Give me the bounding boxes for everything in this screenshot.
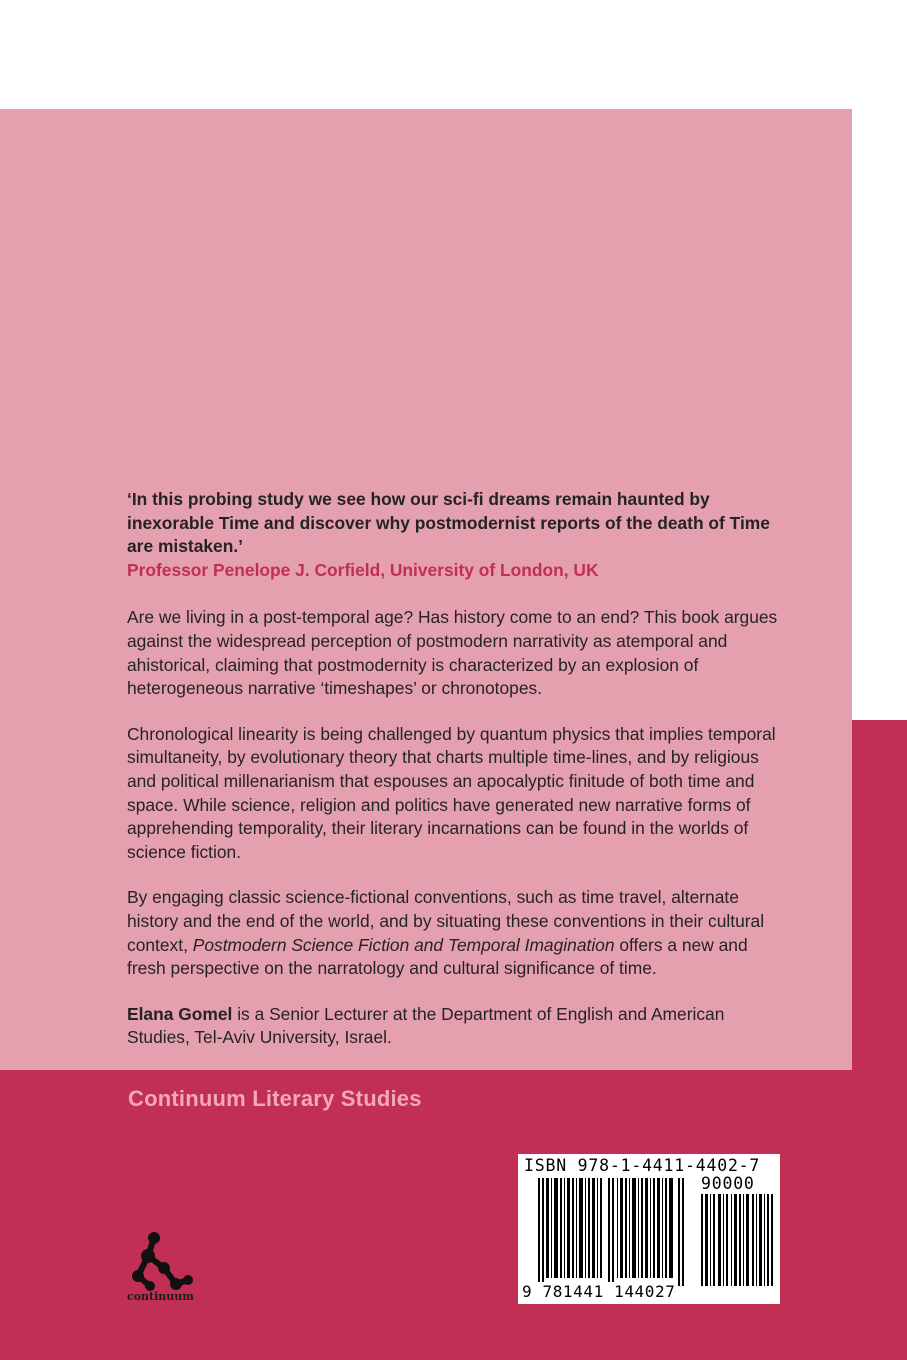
book-title-italic: Postmodern Science Fiction and Temporal Imagination: [192, 934, 615, 955]
blurb-paragraph-2: Chronological linearity is being challenged by quantum physics that implies temporal simultaneity, by evolutionary theory that charts multiple time-lines, and by religious and political millenarianism that espouses an apocalyptic finitude of both time and space. While science, religion and politics have generated new narrative forms of apprehending temporality, their literary incarnations can be found in the worlds of science fiction.: [127, 723, 776, 862]
ean-bars: [538, 1178, 684, 1286]
isbn-label: ISBN 978-1-4411-4402-7: [524, 1156, 761, 1175]
blurb-paragraph-3-start: By engaging classic science-fictional conventions, such as time travel, alternate history and the end of the world, and by situating these conventions in their cultural context,: [127, 887, 765, 955]
price-addon-bars: [701, 1194, 773, 1286]
blurb-paragraph-3-end: offers a new and fresh perspective on the narratology and cultural significance of time.: [127, 934, 748, 979]
ean-digits: 9 781441 144027: [522, 1282, 676, 1301]
publisher-name: continuum: [127, 1290, 194, 1303]
blurb-paragraph-3: [127, 886, 787, 980]
quote-attribution: Professor Penelope J. Corfield, University of London, UK: [127, 559, 599, 580]
author-bio-text: is a Senior Lecturer at the Department of English and American Studies, Tel-Aviv University, Israel.: [127, 1003, 725, 1048]
back-cover-text: [127, 488, 787, 1050]
author-bio: [127, 1003, 787, 1050]
isbn-barcode: [518, 1154, 780, 1304]
endorsement-quote: ‘In this probing study we see how our sci-fi dreams remain haunted by inexorable Time and discover why postmodernist reports of the death of Time are mistaken.’: [127, 489, 770, 557]
author-name: Elana Gomel: [127, 1003, 233, 1024]
price-code: 90000: [701, 1174, 755, 1193]
series-title: Continuum Literary Studies: [128, 1086, 422, 1111]
blurb-paragraph-1: Are we living in a post-temporal age? Has history come to an end? This book argues against the widespread perception of postmodern narrativity as atemporal and ahistorical, claiming that postmodernity is characterized by an explosion of heterogeneous narrative ‘timeshapes’ or chronotopes.: [127, 607, 778, 699]
spine-edge-strip: [852, 720, 907, 1070]
